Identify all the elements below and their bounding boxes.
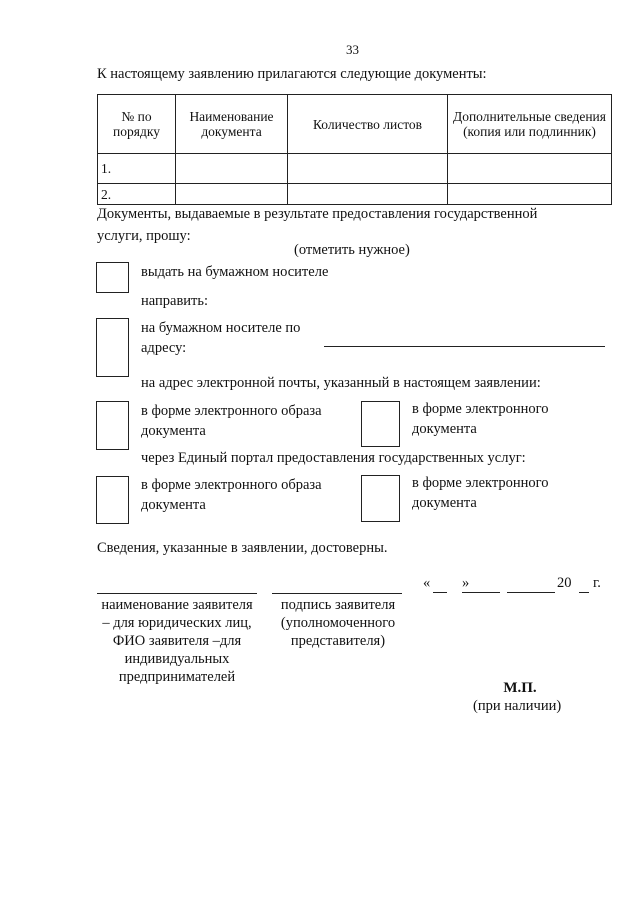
row-name-cell[interactable] [176, 154, 288, 184]
applicant-caption-line: индивидуальных [124, 651, 230, 667]
attestation-text: Сведения, указанные в заявлении, достоверны. [97, 540, 388, 556]
email-image-checkbox[interactable] [96, 401, 129, 450]
applicant-name-line[interactable] [97, 593, 257, 594]
email-document-checkbox[interactable] [361, 401, 400, 447]
table-header-row [98, 95, 612, 154]
row-number-cell: 2. [98, 184, 176, 205]
stamp-note: (при наличии) [473, 698, 562, 714]
portal-document-label-line1: в форме электронного [412, 475, 549, 491]
signature-caption-line: подпись заявителя [280, 597, 396, 613]
mark-needed-note: (отметить нужное) [294, 242, 410, 258]
portal-document-label-line2: документа [412, 495, 477, 511]
date-month-line[interactable] [507, 592, 555, 593]
signature-caption [265, 596, 411, 650]
applicant-caption [92, 596, 262, 686]
table-row [98, 154, 612, 184]
date-year-line[interactable] [579, 592, 589, 593]
attachments-table [97, 94, 612, 205]
row-extra-cell[interactable] [448, 154, 612, 184]
send-label: направить: [141, 293, 209, 309]
header-cell-extra: Дополнительные сведения (копия или подлинник) [448, 95, 612, 154]
issuance-text-line1: Документы, выдаваемые в результате предоставления государственной [97, 206, 538, 222]
table-row [98, 184, 612, 205]
header-cell-sheets: Количество листов [288, 95, 448, 154]
signature-caption-line: (уполномоченного [280, 615, 396, 631]
row-name-cell[interactable] [176, 184, 288, 205]
paper-address-checkbox[interactable] [96, 318, 129, 377]
date-day-line[interactable] [433, 592, 447, 593]
row-sheets-cell[interactable] [288, 184, 448, 205]
email-image-label-line1: в форме электронного образа [141, 403, 322, 419]
signature-caption-line: представителя) [290, 633, 386, 649]
signature-line[interactable] [272, 593, 402, 594]
paper-option-label: выдать на бумажном носителе [141, 264, 329, 280]
date-day-line-tail [462, 592, 500, 593]
stamp-label: М.П. [503, 680, 537, 696]
page-number: 33 [346, 42, 359, 57]
issuance-text-line2: услуги, прошу: [97, 228, 191, 244]
portal-image-label-line1: в форме электронного образа [141, 477, 322, 493]
portal-image-checkbox[interactable] [96, 476, 129, 524]
email-document-label-line1: в форме электронного [412, 401, 549, 417]
paper-checkbox[interactable] [96, 262, 129, 293]
email-section-header: на адрес электронной почты, указанный в настоящем заявлении: [141, 375, 541, 391]
email-image-label-line2: документа [141, 423, 206, 439]
applicant-caption-line: наименование заявителя [101, 597, 253, 613]
portal-image-label-line2: документа [141, 497, 206, 513]
applicant-caption-line: предпринимателей [118, 669, 236, 685]
attachments-intro: К настоящему заявлению прилагаются следующие документы: [97, 66, 487, 82]
date-year-suffix: г. [593, 575, 601, 591]
row-number-cell: 1. [98, 154, 176, 184]
row-extra-cell[interactable] [448, 184, 612, 205]
date-quote-open: « [423, 575, 431, 591]
email-document-label-line2: документа [412, 421, 477, 437]
header-cell-number: № по порядку [98, 95, 176, 154]
row-sheets-cell[interactable] [288, 154, 448, 184]
date-year-prefix: 20 [557, 575, 572, 591]
date-quote-close: » [462, 575, 470, 591]
portal-section-header: через Единый портал предоставления государственных услуг: [141, 450, 526, 466]
address-input-line[interactable] [324, 346, 605, 347]
applicant-caption-line: ФИО заявителя –для [112, 633, 242, 649]
paper-address-label-line1: на бумажном носителе по [141, 320, 301, 336]
applicant-caption-line: – для юридических лиц, [102, 615, 252, 631]
paper-address-label-line2: адресу: [141, 340, 187, 356]
portal-document-checkbox[interactable] [361, 475, 400, 522]
header-cell-name: Наименование документа [176, 95, 288, 154]
